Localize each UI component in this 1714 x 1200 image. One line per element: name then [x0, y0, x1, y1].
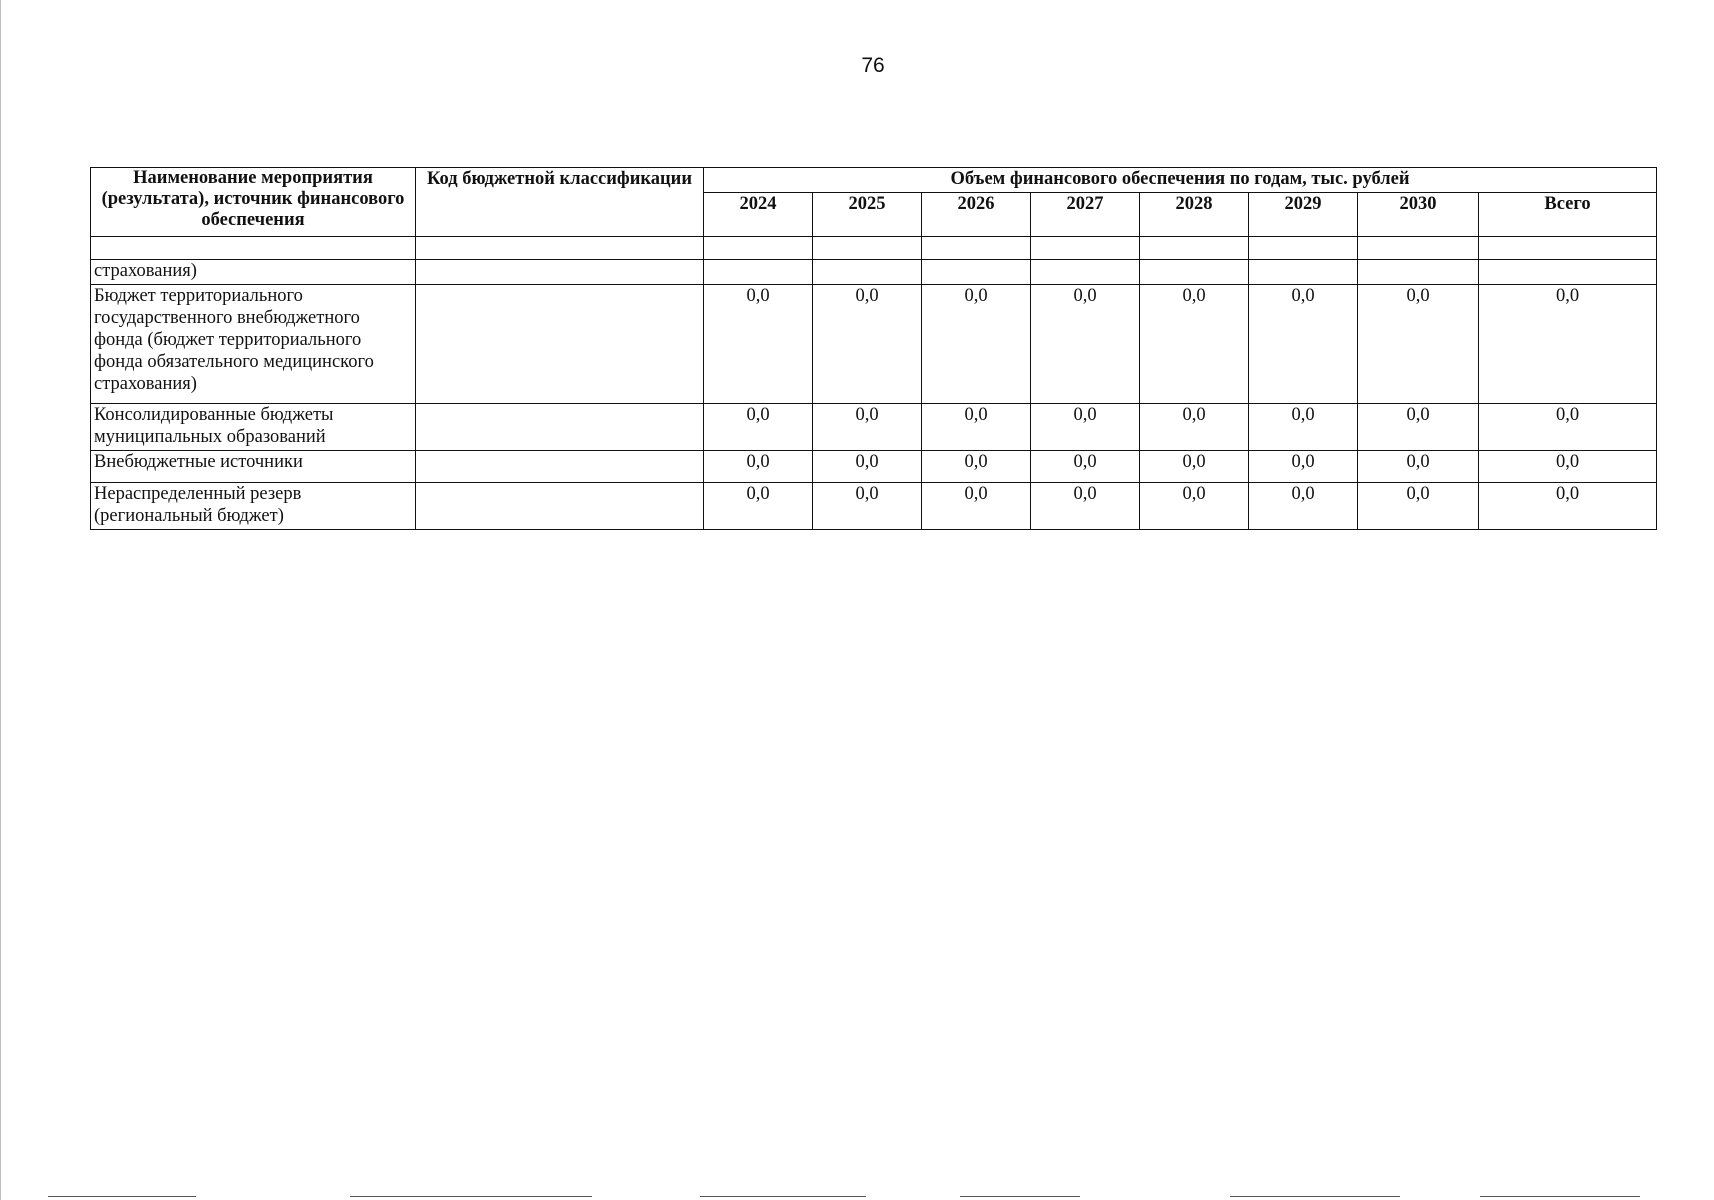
header-code-column: Код бюджетной классификации	[416, 168, 704, 237]
header-year: 2027	[1031, 193, 1140, 237]
scan-artifact-line	[1230, 1196, 1400, 1197]
row-value: 0,0	[813, 285, 922, 404]
row-value: 0,0	[1358, 483, 1479, 530]
row-value: 0,0	[922, 483, 1031, 530]
table-row	[91, 404, 1657, 451]
scan-edge	[0, 0, 1, 1200]
empty-cell	[813, 260, 922, 285]
row-total: 0,0	[1479, 404, 1657, 451]
row-value: 0,0	[1031, 285, 1140, 404]
row-value: 0,0	[1140, 404, 1249, 451]
header-group-funding: Объем финансового обеспечения по годам, тыс. рублей	[704, 168, 1657, 193]
row-value: 0,0	[1358, 404, 1479, 451]
row-total: 0,0	[1479, 483, 1657, 530]
row-value: 0,0	[1249, 483, 1358, 530]
row-value: 0,0	[1249, 451, 1358, 483]
row-value: 0,0	[704, 451, 813, 483]
row-name: Внебюджетные источники	[91, 451, 416, 483]
scan-artifact-line	[960, 1196, 1080, 1197]
column-number	[1031, 237, 1140, 260]
row-value: 0,0	[922, 451, 1031, 483]
row-value: 0,0	[1249, 285, 1358, 404]
row-total: 0,0	[1479, 451, 1657, 483]
table-row-continuation	[91, 260, 1657, 285]
table-row	[91, 483, 1657, 530]
column-number	[1140, 237, 1249, 260]
row-total: 0,0	[1479, 285, 1657, 404]
empty-cell	[1358, 260, 1479, 285]
row-value: 0,0	[1031, 404, 1140, 451]
empty-cell	[1249, 260, 1358, 285]
row-name: Консолидированные бюджеты муниципальных образований	[91, 404, 416, 451]
header-year: 2028	[1140, 193, 1249, 237]
empty-cell	[1479, 260, 1657, 285]
column-number-row	[91, 237, 1657, 260]
empty-cell	[1031, 260, 1140, 285]
row-value: 0,0	[1140, 451, 1249, 483]
financing-table	[90, 167, 1657, 530]
row-value: 0,0	[704, 483, 813, 530]
row-value: 0,0	[1358, 451, 1479, 483]
row-value: 0,0	[813, 483, 922, 530]
empty-cell	[1140, 260, 1249, 285]
empty-cell	[922, 260, 1031, 285]
row-code	[416, 404, 704, 451]
header-year: 2026	[922, 193, 1031, 237]
scan-artifact-line	[48, 1196, 196, 1197]
row-value: 0,0	[1358, 285, 1479, 404]
header-year: 2025	[813, 193, 922, 237]
row-value: 0,0	[1031, 483, 1140, 530]
row-name: Нераспределенный резерв (региональный бюджет)	[91, 483, 416, 530]
row-code	[416, 285, 704, 404]
row-value: 0,0	[922, 404, 1031, 451]
table-row	[91, 285, 1657, 404]
row-value: 0,0	[704, 285, 813, 404]
scan-artifact-line	[350, 1196, 592, 1197]
row-code	[416, 260, 704, 285]
row-name: Бюджет территориального государственного внебюджетного фонда (бюджет территориального фонда обязательного медицинского страхования)	[91, 285, 416, 404]
column-number	[91, 237, 416, 260]
row-value: 0,0	[813, 404, 922, 451]
header-year: 2024	[704, 193, 813, 237]
row-value: 0,0	[813, 451, 922, 483]
row-value: 0,0	[1140, 285, 1249, 404]
header-year: 2029	[1249, 193, 1358, 237]
header-total: Всего	[1479, 193, 1657, 237]
column-number	[922, 237, 1031, 260]
row-value: 0,0	[922, 285, 1031, 404]
row-value: 0,0	[1140, 483, 1249, 530]
column-number	[1249, 237, 1358, 260]
row-name: страхования)	[91, 260, 416, 285]
header-row-top	[91, 168, 1657, 193]
row-value: 0,0	[1031, 451, 1140, 483]
row-code	[416, 451, 704, 483]
row-value: 0,0	[704, 404, 813, 451]
column-number	[813, 237, 922, 260]
table-row	[91, 451, 1657, 483]
column-number	[1479, 237, 1657, 260]
row-value: 0,0	[1249, 404, 1358, 451]
page-number: 76	[861, 54, 885, 77]
column-number	[704, 237, 813, 260]
column-number	[1358, 237, 1479, 260]
column-number	[416, 237, 704, 260]
scan-artifact-line	[700, 1196, 866, 1197]
header-name-column: Наименование мероприятия (результата), источник финансового обеспечения	[91, 168, 416, 237]
empty-cell	[704, 260, 813, 285]
header-year: 2030	[1358, 193, 1479, 237]
row-code	[416, 483, 704, 530]
scan-artifact-line	[1480, 1196, 1640, 1197]
